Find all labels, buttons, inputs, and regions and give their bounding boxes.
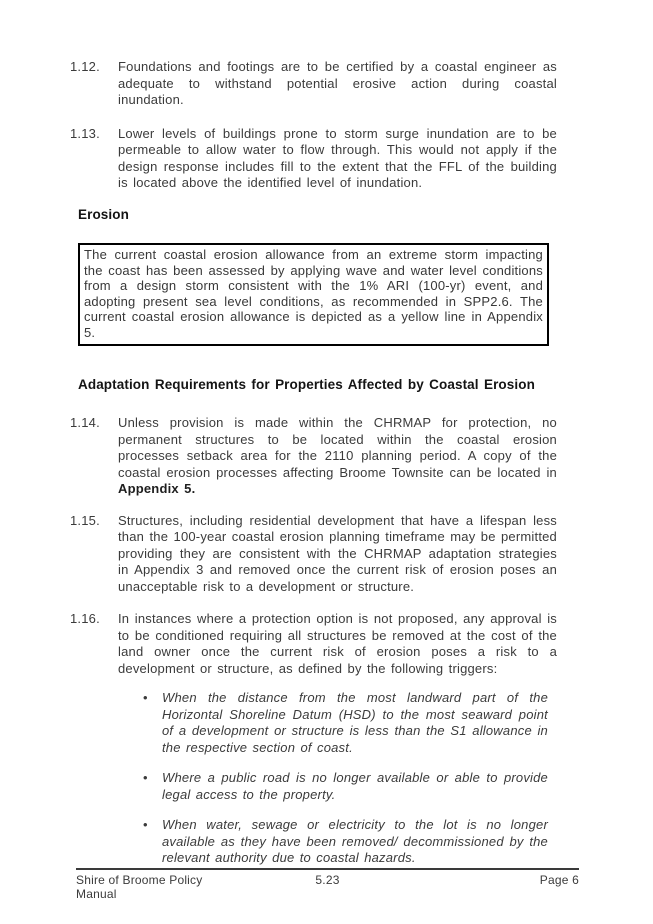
clause-number: 1.14.	[70, 415, 100, 431]
bullet-icon: •	[143, 770, 148, 786]
footer-page-number: Page 6	[539, 873, 580, 887]
erosion-section-heading: Erosion	[78, 206, 129, 222]
clause-1-13	[70, 126, 557, 192]
clause-text: In instances where a protection option is not proposed, any approval is to be conditioned requiring all structures be removed at the cost of the land owner once the current risk of erosion poses a risk to a development or structure, as defined by the following triggers:	[118, 611, 557, 676]
page-footer	[76, 868, 579, 901]
clause-number: 1.12.	[70, 59, 100, 74]
clause-1-14	[70, 415, 557, 498]
clause-text: Lower levels of buildings prone to storm surge inundation are to be permeable to allow water to flow through. This would not apply if the design response includes fill to the extent that the FFL of the building is located above the identified level of inundation.	[118, 125, 557, 190]
clause-number: 1.16.	[70, 611, 100, 627]
bullet-icon: •	[143, 690, 148, 706]
bullet-text: When the distance from the most landward part of the Horizontal Shoreline Datum (HSD) to the most seaward point of a development or structure is less than the S1 allowance in the respective section of coast.	[162, 690, 548, 755]
clause-number: 1.15.	[70, 512, 100, 528]
clause-text: Structures, including residential development that have a lifespan less than the 100-year coastal erosion planning timeframe may be permitted providing they are consistent with the CHRMAP adaptation strategies in Appendix 3 and removed once the current risk of erosion poses an unacceptable risk to a development or structure.	[118, 512, 557, 594]
clause-1-16	[70, 611, 557, 677]
clause-text-lead: Unless provision is made within the CHRMAP for protection, no permanent structures to be located within the coastal erosion processes setback area for the 2110 planning period. A copy of the coastal erosion processes affecting Broome Townsite can be located in	[118, 415, 557, 480]
clause-text	[118, 415, 557, 498]
appendix-5-bold-reference: Appendix 5.	[118, 481, 196, 497]
footer-policy-number: 5.23	[315, 873, 340, 887]
bullet-list-body	[118, 690, 557, 881]
trigger-bullet-public-road	[143, 770, 548, 803]
trigger-bullet-utilities	[143, 817, 548, 867]
clause-1-12	[70, 59, 557, 109]
footer-manual-title: Shire of Broome Policy Manual	[76, 873, 203, 901]
bullet-icon: •	[143, 817, 148, 833]
clause-number: 1.13.	[70, 125, 100, 141]
bullet-text: Where a public road is no longer available or able to provide legal access to the property.	[162, 770, 548, 802]
adaptation-requirements-heading: Adaptation Requirements for Properties Affected by Coastal Erosion	[78, 376, 535, 392]
trigger-bullet-hsd-distance	[143, 690, 548, 756]
clause-text: Foundations and footings are to be certified by a coastal engineer as adequate to withstand potential erosive action during coastal inundation.	[118, 59, 557, 107]
erosion-allowance-note-box: The current coastal erosion allowance from an extreme storm impacting the coast has been assessed by applying wave and water level conditions from a design storm consistent with the 1% ARI (100-yr) event, and adopting present sea level conditions, as recommended in SPP2.6. The current coastal erosion allowance is depicted as a yellow line in Appendix 5.	[78, 243, 549, 346]
bullet-list-indent	[70, 690, 118, 881]
clause-1-15	[70, 513, 557, 596]
trigger-bullet-list	[70, 690, 557, 881]
bullet-text: When water, sewage or electricity to the lot is no longer available as they have been removed/ decommissioned by the relevant authority due to coastal hazards.	[162, 817, 548, 866]
